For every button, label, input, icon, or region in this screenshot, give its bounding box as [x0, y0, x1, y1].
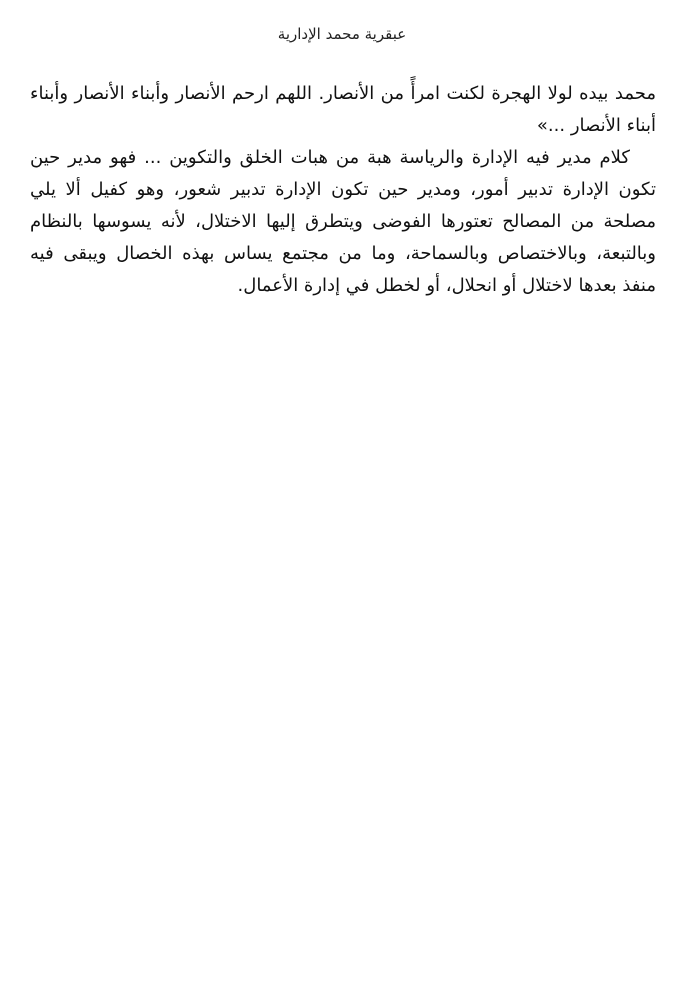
paragraph-1: محمد بيده لولا الهجرة لكنت امرأً من الأنصار. اللهم ارحم الأنصار وأبناء الأنصار وأبناء أبناء الأنصار ...»: [30, 83, 656, 136]
body-text: [30, 78, 656, 302]
running-header: عبقرية محمد الإدارية: [277, 25, 407, 43]
paragraph-2: كلام مدير فيه الإدارة والرياسة هبة من هبات الخلق والتكوين ... فهو مدير حين تكون الإدارة تدبير أمور، ومدير حين تكون الإدارة تدبير شعور، وهو كفيل ألا يلي مصلحة من المصالح تعتورها الفوضى ويتطرق إليها الاختلال، لأنه يسوسها بالنظام وبالتبعة، وبالاختصاص وبالسماحة، وما من مجتمع يساس بهذه الخصال ويبقى فيه منفذ بعدها لاختلال أو انحلال، أو لخطل في إدارة الأعمال.: [30, 147, 656, 296]
